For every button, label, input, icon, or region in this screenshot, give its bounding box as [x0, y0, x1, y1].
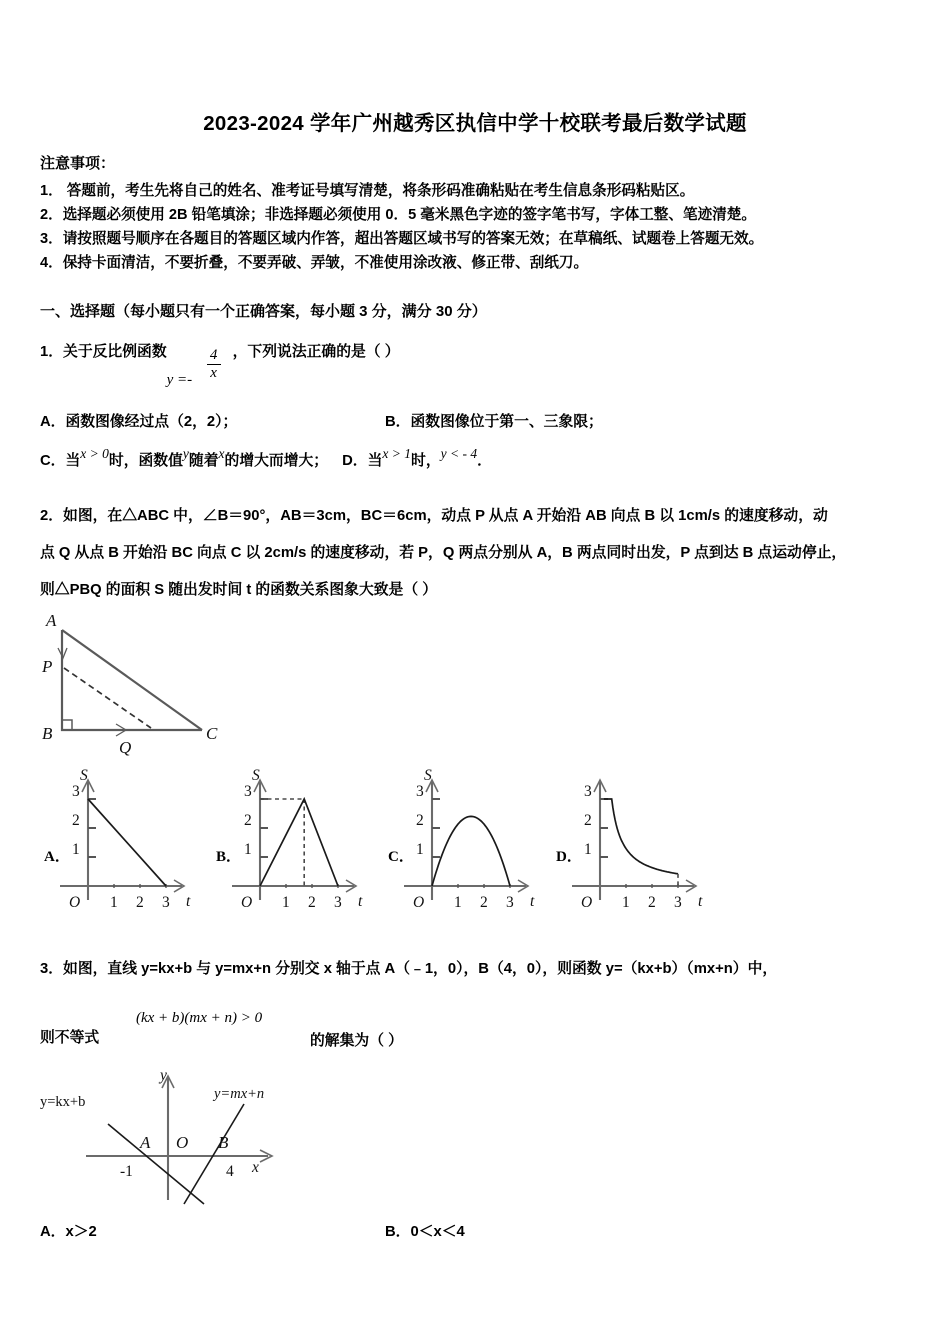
x-tick-3: 3 — [506, 894, 514, 911]
fraction-denominator: x — [210, 365, 217, 381]
y-tick-3: 3 — [416, 783, 424, 800]
line-2-label: y=mx+n — [214, 1086, 265, 1102]
x-tick-3: 3 — [162, 894, 170, 911]
page-title: 2023-2024 学年广州越秀区执信中学十校联考最后数学试题 — [203, 112, 747, 135]
y-tick-3: 3 — [72, 783, 80, 800]
point-label-B: B — [218, 1133, 229, 1152]
option-math-part: y < - 4 — [440, 446, 478, 461]
question-3 — [40, 952, 935, 1052]
y-tick-1: 1 — [584, 841, 592, 858]
line-1-label: y=kx+b — [40, 1094, 86, 1110]
x-tick-2: 2 — [480, 894, 488, 911]
option-text-part: 当 — [65, 453, 81, 469]
question-2-line — [40, 498, 930, 535]
question-2-line: 则△PBQ 的面积 S 随出发时间 t 的函数关系图象大致是（ ） — [40, 582, 438, 598]
origin-label: O — [413, 894, 425, 911]
x-tick-2: 2 — [136, 894, 144, 911]
x-intercept-a-value: -1 — [120, 1163, 133, 1180]
vertex-label-C: C — [206, 724, 218, 743]
question-2-text: 如图，在△ABC 中，∠B＝90°，AB＝3cm，BC＝6cm，动点 P 从点 A 开始沿 AB 向点 B 以 1cm/s 的速度移动，动 — [63, 508, 828, 524]
question-3-line-2 — [40, 1012, 935, 1052]
y-tick-3: 3 — [244, 783, 252, 800]
question-3-line-1 — [40, 952, 935, 986]
y-axis-label: S — [252, 767, 260, 784]
x-axis-label: t — [530, 893, 535, 910]
option-math-part: x > 1 — [382, 446, 412, 461]
formula-lhs: y =- — [166, 372, 193, 388]
x-tick-1: 1 — [282, 894, 290, 911]
y-tick-1: 1 — [416, 841, 424, 858]
notice-item: 3．请按照题号顺序在各题目的答题区域内作答，超出答题区域书写的答案无效；在草稿纸、试题卷上答题无效。 — [40, 231, 764, 247]
notice-item: 2．选择题必须使用 2B 铅笔填涂；非选择题必须使用 0．5 毫米黑色字迹的签字笔书写，字体工整、笔迹清楚。 — [40, 207, 756, 223]
x-tick-2: 2 — [648, 894, 656, 911]
question-3-figure — [36, 1068, 316, 1208]
question-2-choice-graph-d[interactable] — [552, 768, 722, 918]
option-math-part: x — [218, 446, 225, 461]
option-label: D． — [342, 453, 368, 469]
choice-label-d: D． — [556, 849, 582, 865]
x-tick-1: 1 — [622, 894, 630, 911]
choice-label-b: B． — [216, 849, 242, 865]
x-tick-2: 2 — [308, 894, 316, 911]
y-tick-1: 1 — [244, 841, 252, 858]
x-tick-1: 1 — [110, 894, 118, 911]
x-axis-label: t — [358, 893, 363, 910]
question-1 — [40, 336, 930, 388]
question-3-inequality: (kx + b)(mx + n) > 0 — [136, 1010, 263, 1026]
option-text-part: 时，函数值 — [108, 453, 183, 469]
option-math-part: x > 0 — [80, 446, 109, 461]
y-tick-2: 2 — [244, 812, 252, 829]
origin-label: O — [69, 894, 81, 911]
question-1-options-cd — [40, 444, 930, 478]
section-heading: 一、选择题（每小题只有一个正确答案，每小题 3 分，满分 30 分） — [40, 303, 487, 320]
option-text-part: ． — [477, 453, 492, 469]
question-1-option-d[interactable] — [342, 446, 492, 469]
question-2-number: 2． — [40, 508, 64, 524]
x-axis-label: t — [186, 893, 191, 910]
vertex-label-B: B — [42, 724, 53, 743]
notice-item: 4．保持卡面清洁，不要折叠，不要弄破、弄皱，不准使用涂改液、修正带、刮纸刀。 — [40, 255, 589, 271]
question-1-option-a[interactable] — [40, 406, 385, 439]
origin-label: O — [241, 894, 253, 911]
question-2-triangle-figure — [34, 612, 224, 757]
question-3-option-b[interactable] — [385, 1224, 465, 1240]
question-1-options-ab — [40, 406, 930, 439]
question-2-choice-graph-b[interactable] — [212, 768, 382, 918]
option-text-part: 时， — [411, 453, 441, 469]
question-3-text: 如图，直线 y=kx+b 与 y=mx+n 分别交 x 轴于点 A（﹣1，0），B（4，0），则函数 y=（kx+b）（mx+n）中， — [63, 961, 778, 977]
x-axis-label: t — [698, 893, 703, 910]
question-3-suffix: 的解集为（ ） — [310, 1033, 403, 1049]
option-text: 0＜x＜4 — [410, 1224, 465, 1240]
vertex-label-A: A — [46, 611, 57, 630]
origin-label: O — [581, 894, 593, 911]
question-2 — [40, 498, 930, 609]
question-2-choice-graph-a[interactable] — [40, 768, 210, 918]
y-tick-3: 3 — [584, 783, 592, 800]
question-2-choice-graph-c[interactable] — [384, 768, 554, 918]
question-1-number: 1． — [40, 344, 64, 360]
option-text-part: 当 — [367, 453, 383, 469]
option-text: x＞2 — [65, 1224, 97, 1240]
y-axis-label: S — [80, 767, 88, 784]
notice-item: 1． 答题前，考生先将自己的姓名、准考证号填写清楚，将条形码准确粘贴在考生信息条形码粘贴区。 — [40, 183, 695, 199]
question-3-option-a[interactable] — [40, 1216, 385, 1249]
x-tick-1: 1 — [454, 894, 462, 911]
option-label: A． — [40, 1224, 66, 1240]
option-text: 函数图像经过点（2，2）； — [65, 414, 238, 430]
y-tick-1: 1 — [72, 841, 80, 858]
y-axis-label: y — [160, 1067, 167, 1084]
option-text: 函数图像位于第一、三象限； — [410, 414, 603, 430]
formula-fraction — [207, 348, 221, 381]
vertex-label-Q: Q — [119, 738, 132, 757]
y-tick-2: 2 — [416, 812, 424, 829]
choice-label-a: A． — [44, 849, 70, 865]
y-tick-2: 2 — [584, 812, 592, 829]
question-3-options — [40, 1216, 930, 1249]
option-math-part: y — [182, 446, 189, 461]
question-2-line: 点 Q 从点 B 开始沿 BC 向点 C 以 2cm/s 的速度移动，若 P，Q 两点分别从 A，B 两点同时出发，P 点到达 B 点运动停止， — [40, 545, 847, 561]
notice-heading: 注意事项： — [40, 155, 116, 172]
question-3-prefix: 则不等式 — [40, 1030, 100, 1046]
choice-label-c: C． — [388, 849, 414, 865]
question-1-stem — [40, 336, 930, 388]
question-1-option-b[interactable] — [385, 414, 603, 430]
option-text-part: 的增大而增大； — [224, 453, 329, 469]
question-1-option-c[interactable] — [40, 446, 329, 469]
question-1-stem-before: 关于反比例函数 — [63, 344, 167, 360]
option-text-part: 随着 — [188, 453, 219, 469]
x-tick-3: 3 — [334, 894, 342, 911]
origin-label: O — [176, 1133, 189, 1152]
x-axis-label: x — [252, 1159, 259, 1176]
question-1-stem-after: ，下列说法正确的是（ ） — [232, 344, 400, 360]
y-axis-label: S — [424, 767, 432, 784]
point-label-A: A — [140, 1133, 151, 1152]
fraction-numerator: 4 — [209, 347, 218, 363]
y-tick-2: 2 — [72, 812, 80, 829]
option-label: A． — [40, 414, 66, 430]
option-label: B． — [385, 414, 411, 430]
x-tick-3: 3 — [674, 894, 682, 911]
x-intercept-b-value: 4 — [226, 1163, 234, 1180]
question-3-number: 3． — [40, 961, 64, 977]
notice-block — [40, 152, 920, 275]
option-label: C． — [40, 453, 66, 469]
vertex-label-P: P — [42, 657, 53, 676]
option-label: B． — [385, 1224, 411, 1240]
